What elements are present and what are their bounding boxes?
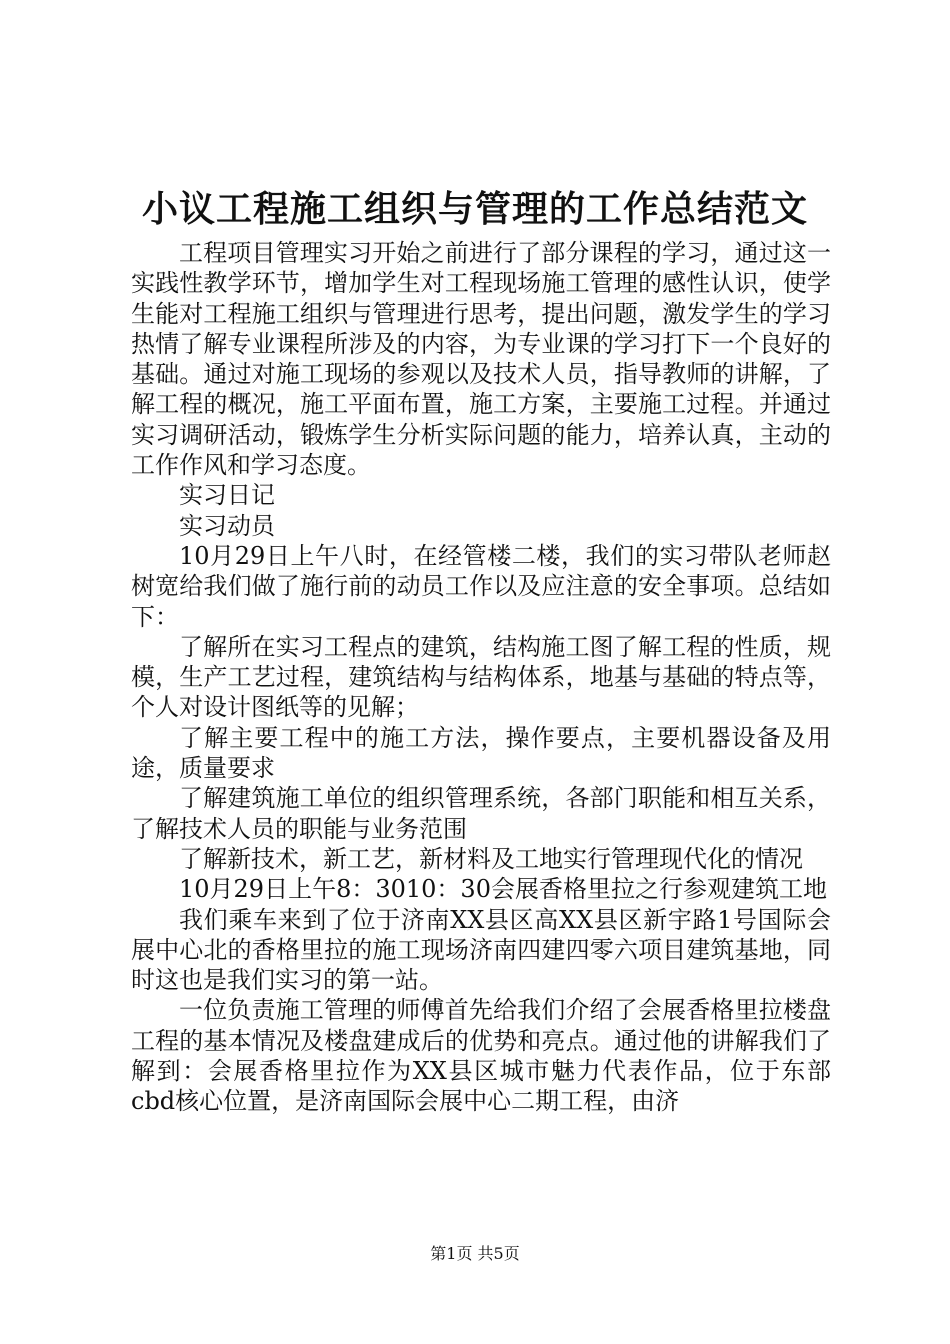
paragraph-heading-diary: 实习日记 [179, 481, 275, 510]
paragraph-visit-heading: 10月29日上午8：3010：30会展香格里拉之行参观建筑工地 [179, 875, 827, 904]
paragraph-visit-site: 我们乘车来到了位于济南XX县区高XX县区新宇路1号国际会展中心北的香格里拉的施工现场济南四建四零六项目建筑基地，同时这也是我们实习的第一站。 [131, 905, 831, 995]
document-body [131, 238, 831, 1117]
paragraph-heading-mobilization: 实习动员 [179, 511, 275, 540]
paragraph-intro: 工程项目管理实习开始之前进行了部分课程的学习，通过这一实践性教学环节，增加学生对工程现场施工管理的感性认识，使学生能对工程施工组织与管理进行思考，提出问题，激发学生的学习热情了解专业课程所涉及的内容，为专业课的学习打下一个良好的基础。通过对施工现场的参观以及技术人员，指导教师的讲解，了解工程的概况，施工平面布置，施工方案，主要施工过程。并通过实习调研活动，锻炼学生分析实际问题的能力，培养认真，主动的工作作风和学习态度。 [131, 239, 831, 480]
paragraph-item-3: 了解建筑施工单位的组织管理系统，各部门职能和相互关系，了解技术人员的职能与业务范围 [131, 784, 831, 843]
paragraph-item-1: 了解所在实习工程点的建筑，结构施工图了解工程的性质，规模，生产工艺过程，建筑结构与结构体系，地基与基础的特点等，个人对设计图纸等的见解； [131, 632, 831, 722]
paragraph-item-4: 了解新技术，新工艺，新材料及工地实行管理现代化的情况 [179, 844, 803, 873]
document-title: 小议工程施工组织与管理的工作总结范文 [141, 188, 808, 230]
page-footer: 第1页 共5页 [430, 1244, 520, 1263]
paragraph-mobilization: 10月29日上午八时，在经管楼二楼，我们的实习带队老师赵树宽给我们做了施行前的动员工作以及应注意的安全事项。总结如下： [131, 541, 831, 631]
paragraph-item-2: 了解主要工程中的施工方法，操作要点，主要机器设备及用途，质量要求 [131, 723, 831, 783]
paragraph-visit-intro: 一位负责施工管理的师傅首先给我们介绍了会展香格里拉楼盘工程的基本情况及楼盘建成后的优势和亮点。通过他的讲解我们了解到：会展香格里拉作为XX县区城市魅力代表作品，位于东部cbd核心位置，是济南国际会展中心二期工程，由济 [131, 996, 831, 1116]
